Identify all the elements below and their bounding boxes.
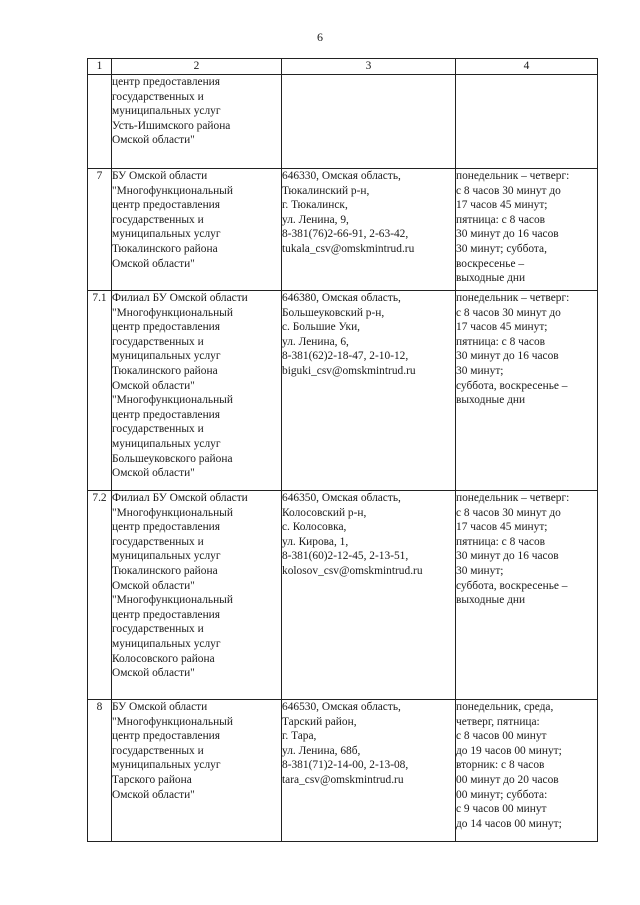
address-line: 8-381(71)2-14-00, 2-13-08, xyxy=(282,759,409,772)
address-line: tukala_csv@omskmintrud.ru xyxy=(282,242,415,255)
name-line: Большеуковского района xyxy=(112,452,233,465)
hours-line: 00 минут до 20 часов xyxy=(456,773,559,786)
address-line: с. Большие Уки, xyxy=(282,321,361,334)
name-line: Тюкалинского района xyxy=(112,564,218,577)
address-line: ул. Ленина, 6, xyxy=(282,335,349,348)
hours-line: вторник: с 8 часов xyxy=(456,759,545,772)
name-line: государственных и xyxy=(112,623,204,636)
name-line: государственных и xyxy=(112,744,204,757)
address-line: 8-381(62)2-18-47, 2-10-12, xyxy=(282,350,409,363)
hours-line: 17 часов 45 минут; xyxy=(456,321,548,334)
name-line: "Многофункциональный xyxy=(112,394,233,407)
hours-line: понедельник, среда, xyxy=(456,701,554,713)
hours-line: 00 минут; суббота: xyxy=(456,788,548,801)
hours-line: с 9 часов 00 минут xyxy=(456,803,547,816)
address-line: biguki_csv@omskmintrud.ru xyxy=(282,364,416,377)
hours-line: 17 часов 45 минут; xyxy=(456,199,548,212)
address-line: kolosov_csv@omskmintrud.ru xyxy=(282,564,423,577)
hours-line: с 8 часов 30 минут до xyxy=(456,506,561,519)
name-line: Омской области" xyxy=(112,257,195,270)
address-line: 646530, Омская область, xyxy=(282,701,401,713)
address-line: Тюкалинский р-н, xyxy=(282,184,370,197)
cell-address xyxy=(282,700,456,842)
cell-address xyxy=(282,291,456,491)
name-line: муниципальных услуг xyxy=(112,550,221,563)
name-line: муниципальных услуг xyxy=(112,350,221,363)
name-line: БУ Омской области xyxy=(112,170,208,182)
cell-name xyxy=(112,700,282,842)
hours-line: выходные дни xyxy=(456,594,526,607)
name-line: "Многофункциональный xyxy=(112,715,233,728)
row-number: 7 xyxy=(88,169,112,291)
name-line: государственных и xyxy=(112,423,204,436)
name-line: Филиал БУ Омской области xyxy=(112,492,248,504)
name-line: центр предоставления xyxy=(112,608,221,621)
name-line: "Многофункциональный xyxy=(112,594,233,607)
hours-line: 30 минут; xyxy=(456,564,504,577)
name-line: Тюкалинского района xyxy=(112,242,218,255)
cell-hours xyxy=(456,491,598,700)
name-line: государственных и xyxy=(112,213,204,226)
name-line: Омской области" xyxy=(112,379,195,392)
cell-name xyxy=(112,491,282,700)
name-line: Тарского района xyxy=(112,773,192,786)
name-line: муниципальных услуг xyxy=(112,637,221,650)
name-line: центр предоставления xyxy=(112,408,221,421)
address-line: ул. Ленина, 68б, xyxy=(282,744,361,757)
name-line: центр предоставления xyxy=(112,76,221,88)
hours-line: 30 минут; xyxy=(456,364,504,377)
address-line: г. Тара, xyxy=(282,730,317,743)
name-line: Тюкалинского района xyxy=(112,364,218,377)
hours-line: с 8 часов 00 минут xyxy=(456,730,547,743)
address-line: с. Колосовка, xyxy=(282,521,347,534)
cell-hours xyxy=(456,169,598,291)
hours-line: пятница: с 8 часов xyxy=(456,335,546,348)
hours-line: 30 минут до 16 часов xyxy=(456,350,559,363)
name-line: государственных и xyxy=(112,335,204,348)
hours-line: 30 минут до 16 часов xyxy=(456,550,559,563)
hours-line: до 14 часов 00 минут; xyxy=(456,817,562,830)
address-line: Колосовский р-н, xyxy=(282,506,367,519)
name-line: муниципальных услуг xyxy=(112,759,221,772)
header-cell: 1 xyxy=(88,59,112,75)
hours-line: 30 минут до 16 часов xyxy=(456,228,559,241)
cell-address xyxy=(282,169,456,291)
header-row xyxy=(88,59,598,75)
row-number: 8 xyxy=(88,700,112,842)
table-row xyxy=(88,291,598,491)
hours-line: 17 часов 45 минут; xyxy=(456,521,548,534)
address-line: tara_csv@omskmintrud.ru xyxy=(282,773,404,786)
address-line: ул. Ленина, 9, xyxy=(282,213,349,226)
address-line: Большеуковский р-н, xyxy=(282,306,385,319)
name-line: "Многофункциональный xyxy=(112,306,233,319)
address-line: 8-381(60)2-12-45, 2-13-51, xyxy=(282,550,409,563)
address-line: ул. Кирова, 1, xyxy=(282,535,349,548)
row-number: 7.1 xyxy=(88,291,112,491)
name-line: центр предоставления xyxy=(112,521,221,534)
cell-hours xyxy=(456,291,598,491)
row-number xyxy=(88,75,112,169)
hours-line: понедельник – четверг: xyxy=(456,292,570,304)
hours-line: до 19 часов 00 минут; xyxy=(456,744,562,757)
hours-line: суббота, воскресенье – xyxy=(456,579,568,592)
name-line: "Многофункциональный xyxy=(112,506,233,519)
hours-line: четверг, пятница: xyxy=(456,715,540,728)
service-centers-table xyxy=(87,58,598,842)
address-line: 646330, Омская область, xyxy=(282,170,401,182)
hours-line: с 8 часов 30 минут до xyxy=(456,184,561,197)
table-row xyxy=(88,75,598,169)
hours-line: пятница: с 8 часов xyxy=(456,213,546,226)
address-line: 646350, Омская область, xyxy=(282,492,401,504)
page-number: 6 xyxy=(317,30,323,44)
name-line: центр предоставления xyxy=(112,730,221,743)
hours-line: с 8 часов 30 минут до xyxy=(456,306,561,319)
row-number: 7.2 xyxy=(88,491,112,700)
name-line: Филиал БУ Омской области xyxy=(112,292,248,304)
name-line: Омской области" xyxy=(112,579,195,592)
address-line: 8-381(76)2-66-91, 2-63-42, xyxy=(282,228,409,241)
table-body xyxy=(88,59,598,842)
address-line: г. Тюкалинск, xyxy=(282,199,348,212)
hours-line: понедельник – четверг: xyxy=(456,170,570,182)
hours-line: пятница: с 8 часов xyxy=(456,535,546,548)
name-line: центр предоставления xyxy=(112,321,221,334)
cell-name xyxy=(112,169,282,291)
name-line: Усть-Ишимского района xyxy=(112,119,231,132)
name-line: Омской области" xyxy=(112,134,195,147)
cell-hours xyxy=(456,75,598,169)
hours-line: суббота, воскресенье – xyxy=(456,379,568,392)
address-line: 646380, Омская область, xyxy=(282,292,401,304)
hours-line: понедельник – четверг: xyxy=(456,492,570,504)
name-line: Омской области" xyxy=(112,667,195,680)
name-line: Колосовского района xyxy=(112,652,215,665)
hours-line: воскресенье – xyxy=(456,257,525,270)
hours-line: 30 минут; суббота, xyxy=(456,242,547,255)
header-cell: 3 xyxy=(282,59,456,75)
cell-address xyxy=(282,75,456,169)
cell-name xyxy=(112,75,282,169)
cell-address xyxy=(282,491,456,700)
name-line: БУ Омской области xyxy=(112,701,208,713)
name-line: муниципальных услуг xyxy=(112,105,221,118)
name-line: "Многофункциональный xyxy=(112,184,233,197)
table-row xyxy=(88,700,598,842)
name-line: муниципальных услуг xyxy=(112,228,221,241)
name-line: центр предоставления xyxy=(112,199,221,212)
name-line: муниципальных услуг xyxy=(112,437,221,450)
table-row xyxy=(88,491,598,700)
hours-line: выходные дни xyxy=(456,394,526,407)
cell-hours xyxy=(456,700,598,842)
header-cell: 2 xyxy=(112,59,282,75)
name-line: Омской области" xyxy=(112,467,195,480)
table-row xyxy=(88,169,598,291)
name-line: государственных и xyxy=(112,90,204,103)
name-line: Омской области" xyxy=(112,788,195,801)
name-line: государственных и xyxy=(112,535,204,548)
address-line: Тарский район, xyxy=(282,715,357,728)
cell-name xyxy=(112,291,282,491)
header-cell: 4 xyxy=(456,59,598,75)
hours-line: выходные дни xyxy=(456,272,526,285)
